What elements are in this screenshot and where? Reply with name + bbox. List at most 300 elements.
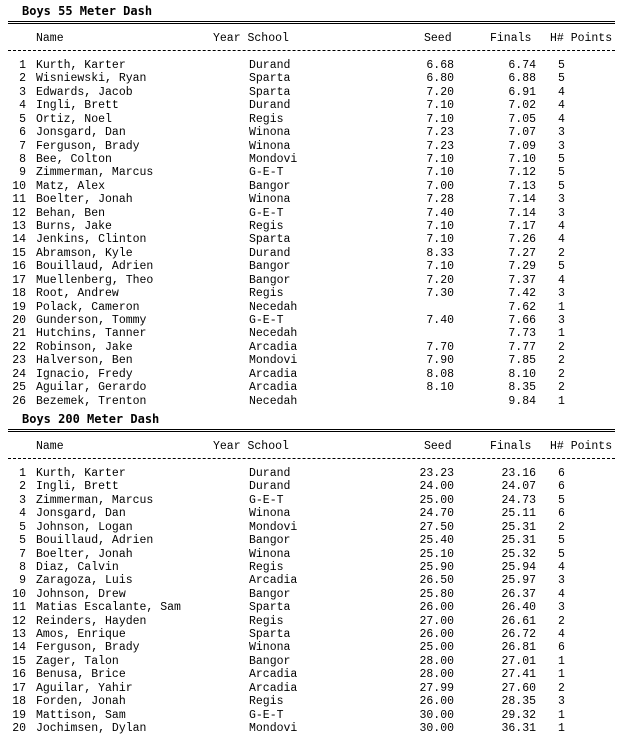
cell-name: Benusa, Brice <box>36 668 126 682</box>
cell-place: 13 <box>12 628 26 642</box>
table-row <box>0 126 623 139</box>
cell-finals: 6.74 <box>508 59 536 72</box>
cell-school: Durand <box>249 246 291 260</box>
cell-name: Amos, Enrique <box>36 628 126 642</box>
cell-school: Arcadia <box>249 681 298 695</box>
cell-finals: 29.32 <box>501 708 536 722</box>
cell-school: Regis <box>249 695 284 709</box>
cell-heat: 3 <box>558 193 565 207</box>
cell-seed: 8.08 <box>426 367 454 381</box>
table-row <box>0 521 623 534</box>
cell-name: Matias Escalante, Sam <box>36 601 181 615</box>
cell-name: Bouillaud, Adrien <box>36 260 154 274</box>
cell-heat: 3 <box>558 287 565 301</box>
col-header-finals: Finals <box>490 440 532 453</box>
cell-place: 9 <box>19 166 26 180</box>
cell-seed: 30.00 <box>419 708 454 722</box>
cell-place: 5 <box>19 112 26 126</box>
table-row <box>0 140 623 153</box>
cell-finals: 6.88 <box>508 72 536 86</box>
cell-finals: 7.26 <box>508 233 536 247</box>
event-title: Boys 200 Meter Dash <box>22 412 160 426</box>
cell-name: Aguilar, Gerardo <box>36 381 147 395</box>
table-row <box>0 368 623 381</box>
cell-name: Ingli, Brett <box>36 99 119 113</box>
cell-place: 11 <box>12 601 26 615</box>
cell-heat: 1 <box>558 654 565 668</box>
cell-heat: 5 <box>558 166 565 180</box>
cell-seed: 25.00 <box>419 493 454 507</box>
cell-finals: 25.31 <box>501 520 536 534</box>
cell-place: 4 <box>19 507 26 521</box>
table-row <box>0 561 623 574</box>
table-row <box>0 59 623 72</box>
cell-seed: 7.00 <box>426 179 454 193</box>
cell-name: Zaragoza, Luis <box>36 574 133 588</box>
cell-seed: 27.50 <box>419 520 454 534</box>
cell-finals: 27.41 <box>501 668 536 682</box>
cell-heat: 4 <box>558 85 565 99</box>
cell-place: 24 <box>12 367 26 381</box>
cell-school: Necedah <box>249 300 298 314</box>
cell-name: Ortiz, Noel <box>36 112 112 126</box>
cell-finals: 7.66 <box>508 313 536 327</box>
table-row <box>0 341 623 354</box>
cell-school: Winona <box>249 507 291 521</box>
cell-seed: 25.90 <box>419 560 454 574</box>
cell-heat: 3 <box>558 601 565 615</box>
cell-heat: 1 <box>558 394 565 408</box>
cell-seed: 7.10 <box>426 152 454 166</box>
cell-finals: 25.94 <box>501 560 536 574</box>
cell-seed: 7.10 <box>426 166 454 180</box>
cell-school: Necedah <box>249 394 298 408</box>
cell-heat: 1 <box>558 327 565 341</box>
cell-name: Kurth, Karter <box>36 59 126 72</box>
cell-name: Zager, Talon <box>36 654 119 668</box>
cell-heat: 5 <box>558 152 565 166</box>
table-row <box>0 72 623 85</box>
cell-seed: 7.23 <box>426 139 454 153</box>
cell-finals: 6.91 <box>508 85 536 99</box>
table-row <box>0 233 623 246</box>
cell-heat: 6 <box>558 641 565 655</box>
cell-heat: 1 <box>558 721 565 735</box>
cell-school: Sparta <box>249 72 291 86</box>
cell-school: Winona <box>249 126 291 140</box>
cell-heat: 4 <box>558 220 565 234</box>
cell-seed: 7.20 <box>426 273 454 287</box>
cell-school: Regis <box>249 287 284 301</box>
cell-school: Arcadia <box>249 668 298 682</box>
cell-place: 1 <box>19 59 26 72</box>
col-header-year-school: Year School <box>213 440 289 453</box>
cell-heat: 5 <box>558 493 565 507</box>
cell-seed: 7.30 <box>426 287 454 301</box>
cell-name: Bezemek, Trenton <box>36 394 147 408</box>
cell-place: 19 <box>12 708 26 722</box>
cell-school: Sparta <box>249 628 291 642</box>
cell-seed: 26.50 <box>419 574 454 588</box>
table-row <box>0 247 623 260</box>
table-row <box>0 274 623 287</box>
table-row <box>0 480 623 493</box>
cell-place: 26 <box>12 394 26 408</box>
cell-name: Forden, Jonah <box>36 695 126 709</box>
cell-name: Jenkins, Clinton <box>36 233 147 247</box>
cell-school: Mondovi <box>249 354 298 368</box>
cell-school: Durand <box>249 99 291 113</box>
table-row <box>0 548 623 561</box>
cell-seed: 30.00 <box>419 721 454 735</box>
cell-seed: 27.99 <box>419 681 454 695</box>
cell-name: Ingli, Brett <box>36 480 119 494</box>
cell-name: Bouillaud, Adrien <box>36 534 154 548</box>
table-row <box>0 395 623 408</box>
cell-finals: 24.07 <box>501 480 536 494</box>
cell-place: 25 <box>12 381 26 395</box>
cell-school: Regis <box>249 560 284 574</box>
cell-finals: 9.84 <box>508 394 536 408</box>
cell-heat: 6 <box>558 507 565 521</box>
cell-finals: 7.85 <box>508 354 536 368</box>
table-row <box>0 709 623 722</box>
cell-name: Zimmerman, Marcus <box>36 166 154 180</box>
cell-name: Boelter, Jonah <box>36 193 133 207</box>
cell-finals: 27.01 <box>501 654 536 668</box>
cell-name: Jonsgard, Dan <box>36 126 126 140</box>
cell-place: 14 <box>12 641 26 655</box>
cell-place: 7 <box>19 547 26 561</box>
cell-seed: 7.70 <box>426 340 454 354</box>
cell-place: 3 <box>19 85 26 99</box>
table-row <box>0 722 623 735</box>
cell-school: Arcadia <box>249 367 298 381</box>
col-header-heat-points: H# Points <box>550 440 613 453</box>
cell-school: Durand <box>249 59 291 72</box>
table-row <box>0 668 623 681</box>
cell-place: 6 <box>19 126 26 140</box>
cell-heat: 2 <box>558 614 565 628</box>
header-rule-bottom <box>8 458 615 459</box>
cell-name: Jonsgard, Dan <box>36 507 126 521</box>
cell-school: Winona <box>249 641 291 655</box>
cell-heat: 2 <box>558 367 565 381</box>
cell-name: Boelter, Jonah <box>36 547 133 561</box>
cell-school: Arcadia <box>249 340 298 354</box>
cell-heat: 3 <box>558 139 565 153</box>
cell-school: Arcadia <box>249 381 298 395</box>
cell-name: Aguilar, Yahir <box>36 681 133 695</box>
cell-heat: 4 <box>558 233 565 247</box>
header-rule-top <box>8 21 615 24</box>
cell-school: Bangor <box>249 179 291 193</box>
cell-place: 4 <box>19 99 26 113</box>
cell-school: G-E-T <box>249 708 284 722</box>
cell-heat: 5 <box>558 72 565 86</box>
cell-finals: 26.40 <box>501 601 536 615</box>
cell-finals: 25.31 <box>501 534 536 548</box>
cell-finals: 8.10 <box>508 367 536 381</box>
cell-school: G-E-T <box>249 313 284 327</box>
cell-heat: 4 <box>558 112 565 126</box>
cell-seed: 25.80 <box>419 587 454 601</box>
cell-heat: 5 <box>558 179 565 193</box>
event-title: Boys 55 Meter Dash <box>22 4 153 18</box>
cell-place: 10 <box>12 179 26 193</box>
cell-place: 5 <box>19 520 26 534</box>
table-row <box>0 153 623 166</box>
cell-place: 19 <box>12 300 26 314</box>
cell-heat: 6 <box>558 480 565 494</box>
cell-heat: 2 <box>558 340 565 354</box>
cell-seed: 26.00 <box>419 601 454 615</box>
cell-finals: 7.42 <box>508 287 536 301</box>
table-row <box>0 381 623 394</box>
cell-name: Wisniewski, Ryan <box>36 72 147 86</box>
cell-name: Ferguson, Brady <box>36 641 140 655</box>
col-header-year-school: Year School <box>213 32 289 45</box>
cell-school: Mondovi <box>249 152 298 166</box>
cell-seed: 7.20 <box>426 85 454 99</box>
cell-heat: 2 <box>558 246 565 260</box>
cell-seed: 23.23 <box>419 467 454 480</box>
cell-finals: 7.05 <box>508 112 536 126</box>
cell-place: 15 <box>12 246 26 260</box>
cell-place: 12 <box>12 614 26 628</box>
cell-heat: 1 <box>558 708 565 722</box>
cell-school: Winona <box>249 139 291 153</box>
col-header-seed: Seed <box>424 440 452 453</box>
table-row <box>0 534 623 547</box>
cell-school: Bangor <box>249 534 291 548</box>
header-rule-bottom <box>8 50 615 51</box>
cell-finals: 26.61 <box>501 614 536 628</box>
cell-finals: 7.14 <box>508 206 536 220</box>
cell-seed: 25.10 <box>419 547 454 561</box>
table-row <box>0 86 623 99</box>
cell-name: Zimmerman, Marcus <box>36 493 154 507</box>
cell-school: Regis <box>249 614 284 628</box>
table-row <box>0 99 623 112</box>
cell-school: Regis <box>249 220 284 234</box>
cell-finals: 7.07 <box>508 126 536 140</box>
cell-name: Johnson, Logan <box>36 520 133 534</box>
cell-seed: 7.10 <box>426 220 454 234</box>
cell-school: Arcadia <box>249 574 298 588</box>
cell-name: Johnson, Drew <box>36 587 126 601</box>
cell-seed: 28.00 <box>419 668 454 682</box>
cell-heat: 2 <box>558 681 565 695</box>
cell-school: Durand <box>249 480 291 494</box>
cell-heat: 5 <box>558 260 565 274</box>
cell-name: Polack, Cameron <box>36 300 140 314</box>
cell-seed: 8.10 <box>426 381 454 395</box>
cell-heat: 4 <box>558 273 565 287</box>
cell-school: Necedah <box>249 327 298 341</box>
cell-finals: 24.73 <box>501 493 536 507</box>
cell-finals: 28.35 <box>501 695 536 709</box>
cell-school: Durand <box>249 467 291 480</box>
table-row <box>0 601 623 614</box>
table-row <box>0 615 623 628</box>
table-row <box>0 588 623 601</box>
cell-name: Behan, Ben <box>36 206 106 220</box>
cell-finals: 26.81 <box>501 641 536 655</box>
cell-finals: 7.02 <box>508 99 536 113</box>
table-row <box>0 220 623 233</box>
cell-place: 21 <box>12 327 26 341</box>
cell-place: 10 <box>12 587 26 601</box>
cell-place: 2 <box>19 480 26 494</box>
cell-finals: 7.37 <box>508 273 536 287</box>
cell-seed: 26.00 <box>419 695 454 709</box>
col-header-finals: Finals <box>490 32 532 45</box>
cell-heat: 2 <box>558 520 565 534</box>
cell-name: Matz, Alex <box>36 179 106 193</box>
cell-finals: 25.11 <box>501 507 536 521</box>
cell-seed: 24.70 <box>419 507 454 521</box>
cell-name: Muellenberg, Theo <box>36 273 154 287</box>
cell-heat: 5 <box>558 59 565 72</box>
cell-place: 22 <box>12 340 26 354</box>
cell-heat: 3 <box>558 695 565 709</box>
cell-heat: 1 <box>558 668 565 682</box>
cell-heat: 1 <box>558 300 565 314</box>
cell-finals: 7.29 <box>508 260 536 274</box>
cell-name: Robinson, Jake <box>36 340 133 354</box>
cell-school: G-E-T <box>249 166 284 180</box>
table-row <box>0 166 623 179</box>
cell-name: Gunderson, Tommy <box>36 313 147 327</box>
cell-finals: 7.77 <box>508 340 536 354</box>
cell-school: Winona <box>249 193 291 207</box>
cell-place: 20 <box>12 721 26 735</box>
cell-place: 17 <box>12 273 26 287</box>
cell-place: 16 <box>12 668 26 682</box>
cell-name: Abramson, Kyle <box>36 246 133 260</box>
cell-school: Sparta <box>249 233 291 247</box>
table-row <box>0 314 623 327</box>
table-row <box>0 260 623 273</box>
cell-place: 3 <box>19 493 26 507</box>
header-rule-top <box>8 429 615 432</box>
cell-name: Halverson, Ben <box>36 354 133 368</box>
cell-school: Sparta <box>249 85 291 99</box>
cell-name: Kurth, Karter <box>36 467 126 480</box>
cell-seed: 7.10 <box>426 99 454 113</box>
cell-seed: 25.00 <box>419 641 454 655</box>
col-header-name: Name <box>36 440 64 453</box>
cell-finals: 23.16 <box>501 467 536 480</box>
cell-seed: 7.23 <box>426 126 454 140</box>
cell-place: 18 <box>12 287 26 301</box>
cell-name: Edwards, Jacob <box>36 85 133 99</box>
cell-place: 5 <box>19 534 26 548</box>
cell-finals: 27.60 <box>501 681 536 695</box>
table-row <box>0 628 623 641</box>
cell-school: G-E-T <box>249 493 284 507</box>
cell-heat: 4 <box>558 560 565 574</box>
cell-place: 2 <box>19 72 26 86</box>
cell-name: Jochimsen, Dylan <box>36 721 147 735</box>
table-row <box>0 193 623 206</box>
cell-seed: 28.00 <box>419 654 454 668</box>
cell-school: Bangor <box>249 260 291 274</box>
cell-place: 13 <box>12 220 26 234</box>
cell-place: 15 <box>12 654 26 668</box>
cell-heat: 6 <box>558 467 565 480</box>
cell-seed: 7.40 <box>426 206 454 220</box>
cell-seed: 7.10 <box>426 112 454 126</box>
cell-heat: 4 <box>558 99 565 113</box>
cell-name: Ignacio, Fredy <box>36 367 133 381</box>
table-row <box>0 354 623 367</box>
cell-finals: 7.10 <box>508 152 536 166</box>
cell-place: 17 <box>12 681 26 695</box>
cell-school: Regis <box>249 112 284 126</box>
table-row <box>0 287 623 300</box>
table-row <box>0 655 623 668</box>
cell-seed: 25.40 <box>419 534 454 548</box>
cell-heat: 5 <box>558 547 565 561</box>
cell-place: 7 <box>19 139 26 153</box>
cell-heat: 5 <box>558 534 565 548</box>
cell-school: Mondovi <box>249 721 298 735</box>
cell-finals: 26.37 <box>501 587 536 601</box>
cell-seed: 8.33 <box>426 246 454 260</box>
cell-heat: 2 <box>558 381 565 395</box>
cell-seed: 26.00 <box>419 628 454 642</box>
cell-finals: 36.31 <box>501 721 536 735</box>
table-row <box>0 682 623 695</box>
table-row <box>0 507 623 520</box>
cell-school: Winona <box>249 547 291 561</box>
cell-seed: 27.00 <box>419 614 454 628</box>
cell-name: Burns, Jake <box>36 220 112 234</box>
cell-name: Hutchins, Tanner <box>36 327 147 341</box>
table-row <box>0 301 623 314</box>
cell-finals: 7.14 <box>508 193 536 207</box>
cell-school: Mondovi <box>249 520 298 534</box>
table-row <box>0 180 623 193</box>
cell-heat: 3 <box>558 313 565 327</box>
col-header-heat-points: H# Points <box>550 32 613 45</box>
table-row <box>0 113 623 126</box>
cell-place: 20 <box>12 313 26 327</box>
cell-name: Diaz, Calvin <box>36 560 119 574</box>
cell-school: G-E-T <box>249 206 284 220</box>
cell-place: 12 <box>12 206 26 220</box>
cell-name: Reinders, Hayden <box>36 614 147 628</box>
cell-seed: 7.10 <box>426 233 454 247</box>
cell-seed: 7.40 <box>426 313 454 327</box>
table-row <box>0 327 623 340</box>
cell-name: Root, Andrew <box>36 287 119 301</box>
cell-place: 16 <box>12 260 26 274</box>
cell-place: 11 <box>12 193 26 207</box>
cell-seed: 7.28 <box>426 193 454 207</box>
table-row <box>0 695 623 708</box>
cell-seed: 6.68 <box>426 59 454 72</box>
cell-name: Ferguson, Brady <box>36 139 140 153</box>
cell-school: Sparta <box>249 601 291 615</box>
cell-heat: 3 <box>558 574 565 588</box>
cell-school: Bangor <box>249 654 291 668</box>
cell-finals: 7.13 <box>508 179 536 193</box>
cell-finals: 7.73 <box>508 327 536 341</box>
table-row <box>0 207 623 220</box>
